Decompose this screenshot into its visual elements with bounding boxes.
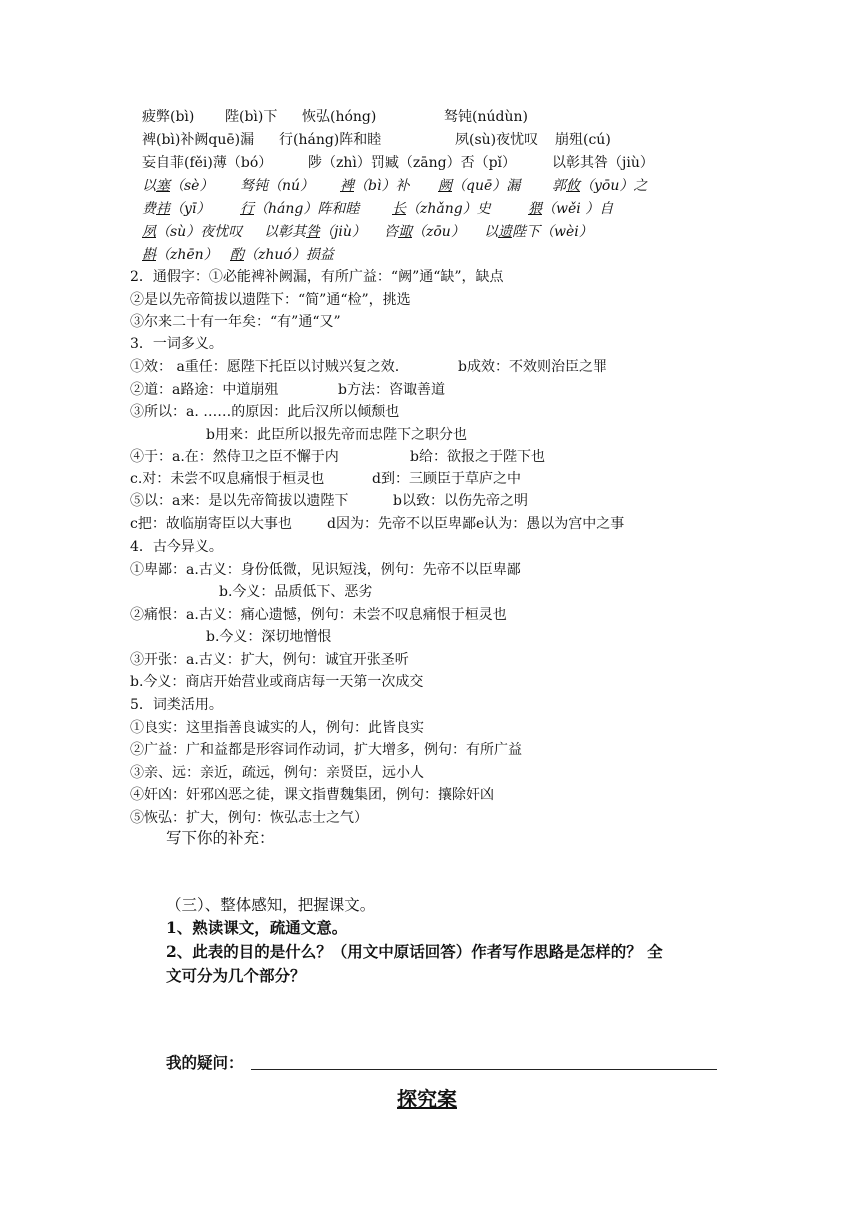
- pinyin-item: [392, 199, 491, 219]
- pinyin-item: 崩殂(cú): [555, 132, 611, 148]
- polysemy-item: ②道：a路途：中道崩殂: [130, 382, 279, 398]
- section-heading-ancient-modern: 4．古今异义。: [130, 539, 223, 555]
- tongjia-line-2: ②是以先帝简拔以遗陛下：“简”通“检”，挑选: [130, 292, 411, 308]
- ancient-modern-line: b.今义：深切地憎恨: [206, 629, 332, 645]
- pinyin: （zhēn）: [156, 247, 218, 263]
- text: 以: [142, 178, 156, 194]
- tongjia-line-1: 2．通假字：①必能裨补阙漏，有所广益：“阙”通“缺”，缺点: [130, 269, 504, 285]
- polysemy-item: d因为：先帝不以臣卑鄙e认为：愚以为宫中之事: [327, 516, 625, 532]
- pinyin-item: 行(háng)阵和睦: [279, 132, 382, 148]
- supplement-prompt: 写下你的补充：: [166, 829, 275, 847]
- underlined-char: 长: [392, 201, 406, 217]
- polysemy-item: ④于：a.在：然侍卫之臣不懈于内: [130, 449, 339, 465]
- text: 以: [484, 224, 498, 240]
- section-3-heading: （三）、整体感知，把握课文。: [166, 896, 376, 914]
- polysemy-item: b给：欲报之于陛下也: [410, 449, 545, 465]
- underlined-char: 行: [240, 201, 254, 217]
- pinyin: （zhǎng）史: [406, 201, 491, 217]
- polysemy-item: b方法：咨诹善道: [338, 382, 445, 398]
- pinyin-item: [438, 176, 520, 196]
- underlined-char: 咎: [306, 224, 320, 240]
- text: 郭: [552, 178, 566, 194]
- question-2-line-1: 2、此表的目的是什么？（用文中原话回答）作者写作思路是怎样的？ 全: [166, 942, 663, 961]
- question-2-line-2: 文可分为几个部分？: [166, 966, 306, 985]
- polysemy-item: c把：故临崩寄臣以大事也: [130, 516, 292, 532]
- polysemy-item: ⑤以：a来：是以先帝简拔以遗陛下: [130, 493, 349, 509]
- polysemy-item: b成效：不效则治臣之罪: [458, 359, 607, 375]
- pinyin: （sè）: [170, 178, 214, 194]
- pinyin: （yōu）之: [580, 178, 648, 194]
- underlined-char: 攸: [566, 178, 580, 194]
- word-class-line: ⑤恢弘：扩大，例句：恢弘志士之气）: [130, 810, 368, 826]
- ancient-modern-line: b.今义：商店开始营业或商店每一天第一次成交: [130, 674, 424, 690]
- question-1: 1、熟读课文，疏通文意。: [166, 918, 348, 937]
- underlined-char: 塞: [156, 178, 170, 194]
- pinyin: （sù）夜忧叹: [156, 224, 243, 240]
- underlined-char: 阙: [438, 178, 452, 194]
- pinyin: （quē）漏: [452, 178, 521, 194]
- pinyin: （zōu）: [412, 224, 465, 240]
- ancient-modern-line: b.今义：品质低下、恶劣: [219, 584, 373, 600]
- text: 咨: [384, 224, 398, 240]
- ancient-modern-line: ②痛恨：a.古义：痛心遗憾，例句：未尝不叹息痛恨于桓灵也: [130, 607, 507, 623]
- pinyin-item: 夙(sù)夜忧叹: [455, 132, 539, 148]
- underlined-char: 裨: [340, 178, 354, 194]
- underlined-char: 夙: [142, 224, 156, 240]
- word-class-line: ④奸凶：奸邪凶恶之徒，课文指曹魏集团，例句：攘除奸凶: [130, 787, 494, 803]
- pinyin-item: 妄自菲(fěi)薄（bó）: [142, 155, 273, 171]
- text: 费: [142, 201, 156, 217]
- underlined-char: 遗: [498, 224, 512, 240]
- polysemy-item: c.对：未尝不叹息痛恨于桓灵也: [130, 471, 325, 487]
- pinyin-item: [552, 176, 647, 196]
- ancient-modern-line: ①卑鄙：a.古义：身份低微，见识短浅，例句：先帝不以臣卑鄙: [130, 562, 521, 578]
- pinyin-item: 裨(bì)补阙quē)漏: [142, 132, 255, 148]
- pinyin-item: [142, 176, 213, 196]
- pinyin-item: [484, 222, 593, 242]
- pinyin-item: [240, 199, 359, 219]
- underlined-char: 祎: [156, 201, 170, 217]
- pinyin-item: [142, 245, 218, 265]
- underlined-char: 斟: [142, 247, 156, 263]
- pinyin-item: [528, 199, 613, 219]
- pinyin: （jiù）: [320, 224, 366, 240]
- pinyin-item: 以彰其咎（jiù）: [552, 155, 654, 171]
- underlined-char: 猥: [528, 201, 542, 217]
- section-heading-word-class: 5．词类活用。: [130, 697, 223, 713]
- doubt-label: 我的疑问：: [166, 1053, 244, 1072]
- polysemy-line: ③所以：a. ……的原因：此后汉所以倾颓也: [130, 404, 400, 420]
- pinyin-item: 驽钝(núdùn): [444, 109, 528, 125]
- section-heading-polysemy: 3．一词多义。: [130, 336, 223, 352]
- underlined-char: 诹: [398, 224, 412, 240]
- polysemy-item: d到：三顾臣于草庐之中: [372, 471, 521, 487]
- pinyin-item: [340, 176, 409, 196]
- ancient-modern-line: ③开张：a.古义：扩大，例句：诚宜开张圣听: [130, 652, 409, 668]
- pinyin-item: 疲弊(bì): [142, 109, 195, 125]
- pinyin: （yī）: [170, 201, 211, 217]
- polysemy-line: b用来：此臣所以报先帝而忠陛下之职分也: [206, 427, 467, 443]
- pinyin-item: [230, 245, 334, 265]
- pinyin-item: [264, 222, 366, 242]
- word-class-line: ①良实：这里指善良诚实的人，例句：此皆良实: [130, 720, 424, 736]
- word-class-line: ③亲、远：亲近，疏远，例句：亲贤臣，远小人: [130, 765, 424, 781]
- pinyin-item: 驽钝（nú）: [240, 178, 315, 194]
- pinyin: （wěi ）自: [542, 201, 614, 217]
- pinyin-item: [384, 222, 465, 242]
- polysemy-item: ①效： a重任：愿陛下托臣以讨贼兴复之效.: [130, 359, 400, 375]
- pinyin-item: 陛(bì)下: [225, 109, 278, 125]
- tongjia-line-3: ③尔来二十有一年矣：“有”通“又”: [130, 314, 341, 330]
- page-section-title: 探究案: [397, 1087, 457, 1111]
- text: 以彰其: [264, 224, 306, 240]
- pinyin: （zhuó）损益: [244, 247, 334, 263]
- word-class-line: ②广益：广和益都是形容词作动词，扩大增多，例句：有所广益: [130, 742, 522, 758]
- pinyin: （bì）补: [354, 178, 410, 194]
- pinyin-item: [142, 199, 210, 219]
- doubt-answer-line[interactable]: [251, 1069, 717, 1070]
- pinyin: （háng）阵和睦: [254, 201, 360, 217]
- underlined-char: 酌: [230, 247, 244, 263]
- pinyin-item: [142, 222, 242, 242]
- polysemy-item: b以致：以伤先帝之明: [393, 493, 528, 509]
- pinyin-item: 陟（zhì）罚臧（zāng）否（pǐ）: [308, 155, 517, 171]
- pinyin: 陛下（wèi）: [512, 224, 593, 240]
- pinyin-item: 恢弘(hóng): [302, 109, 377, 125]
